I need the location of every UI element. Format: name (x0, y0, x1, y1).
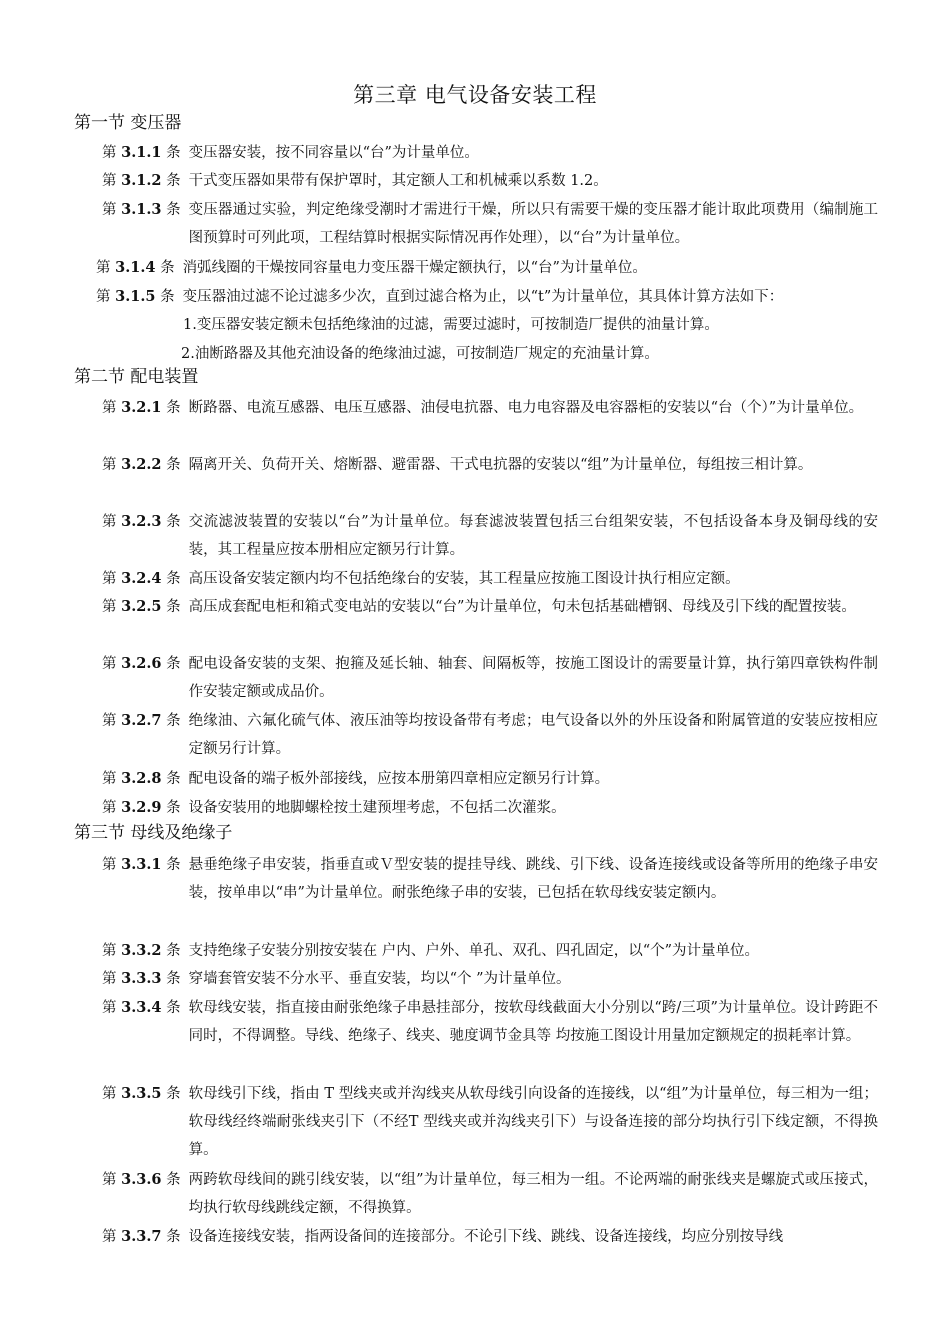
article (102, 593, 878, 621)
article (102, 650, 878, 706)
article-text: 消弧线圈的干燥按同容量电力变压器干燥定额执行，以“台”为计量单位。 (182, 260, 647, 276)
article (102, 167, 878, 195)
article-label: 第 3.2.8 条 (102, 770, 181, 787)
article (102, 1166, 878, 1222)
section-heading: 第一节 变压器 (74, 113, 182, 133)
article-label: 第 3.3.4 条 (102, 999, 181, 1016)
sub-item: 1.变压器安装定额未包括绝缘油的过滤，需要过滤时，可按制造厂提供的油量计算。 (183, 317, 719, 333)
article-label: 第 3.3.7 条 (102, 1228, 181, 1245)
article-label: 第 3.1.4 条 (96, 259, 175, 276)
sub-item: 2.油断路器及其他充油设备的绝缘油过滤，可按制造厂规定的充油量计算。 (181, 346, 659, 362)
article-text: 配电设备的端子板外部接线，应按本册第四章相应定额另行计算。 (188, 771, 610, 787)
article-text: 支持绝缘子安装分别按安装在 户内、户外、单孔、双孔、四孔固定，以“个”为计量单位。 (188, 943, 760, 959)
article-label: 第 3.3.1 条 (102, 856, 181, 873)
article-label: 第 3.3.3 条 (102, 970, 181, 987)
article-label: 第 3.1.5 条 (96, 288, 175, 305)
article (102, 196, 878, 252)
article-text: 变压器通过实验，判定绝缘受潮时才需进行干燥，所以只有需要干燥的变压器才能计取此项费用（编制施工图预算时可列此项，工程结算时根据实际情况再作处理），以“台”为计量单位。 (188, 202, 878, 246)
article (102, 1223, 878, 1251)
article-text: 两跨软母线间的跳引线安装，以“组”为计量单位，每三相为一组。不论两端的耐张线夹是螺旋式或压接式，均执行软母线跳线定额，不得换算。 (188, 1172, 878, 1216)
article-text: 变压器油过滤不论过滤多少次，直到过滤合格为止，以“t”为计量单位，其具体计算方法如下： (182, 289, 784, 305)
article (102, 451, 878, 479)
article-label: 第 3.3.5 条 (102, 1085, 181, 1102)
section-heading: 第三节 母线及绝缘子 (74, 823, 233, 843)
article (102, 139, 878, 167)
article-label: 第 3.2.9 条 (102, 799, 181, 816)
article-label: 第 3.1.3 条 (102, 201, 181, 218)
article-label: 第 3.3.6 条 (102, 1171, 181, 1188)
article-text: 穿墙套管安装不分水平、垂直安装，均以“个 ”为计量单位。 (188, 971, 571, 987)
article-text: 干式变压器如果带有保护罩时，其定额人工和机械乘以系数 1.2。 (188, 173, 608, 189)
article-label: 第 3.2.6 条 (102, 655, 181, 672)
article-label: 第 3.2.2 条 (102, 456, 181, 473)
article (102, 765, 878, 793)
article-text: 变压器安装，按不同容量以“台”为计量单位。 (188, 145, 479, 161)
article-text: 悬垂绝缘子串安装，指垂直或Ｖ型安装的提挂导线、跳线、引下线、设备连接线或设备等所用的绝缘子串安装，按单串以“串”为计量单位。耐张绝缘子串的安装，已包括在软母线安装定额内。 (188, 857, 878, 901)
article-text: 交流滤波装置的安装以“台”为计量单位。每套滤波装置包括三台组架安装，不包括设备本身及铜母线的安装，其工程量应按本册相应定额另行计算。 (188, 514, 878, 558)
article (96, 283, 872, 311)
article (102, 851, 878, 907)
article-text: 设备安装用的地脚螺栓按土建预埋考虑，不包括二次灌浆。 (188, 800, 566, 816)
article-text: 软母线引下线，指由 T 型线夹或并沟线夹从软母线引向设备的连接线，以“组”为计量单位，每三相为一组；软母线经终端耐张线夹引下（不经T 型线夹或并沟线夹引下）与设备连接的部分均执行引下线定额，不得换算。 (188, 1086, 878, 1158)
article (102, 707, 878, 763)
article-text: 高压设备安装定额内均不包括绝缘台的安装，其工程量应按施工图设计执行相应定额。 (188, 571, 740, 587)
article-label: 第 3.2.4 条 (102, 570, 181, 587)
article-label: 第 3.2.3 条 (102, 513, 181, 530)
article-text: 绝缘油、六氟化硫气体、液压油等均按设备带有考虑；电气设备以外的外压设备和附属管道的安装应按相应定额另行计算。 (188, 713, 878, 757)
article-text: 断路器、电流互感器、电压互感器、油侵电抗器、电力电容器及电容器柜的安装以“台（个）”为计量单位。 (188, 400, 864, 416)
article (96, 254, 872, 282)
article (102, 794, 878, 822)
article-text: 隔离开关、负荷开关、熔断器、避雷器、干式电抗器的安装以“组”为计量单位，每组按三相计算。 (188, 457, 813, 473)
article-label: 第 3.3.2 条 (102, 942, 181, 959)
article-label: 第 3.2.7 条 (102, 712, 181, 729)
article (102, 994, 878, 1050)
article-text: 软母线安装，指直接由耐张绝缘子串悬挂部分，按软母线截面大小分别以“跨/三项”为计量单位。设计跨距不 同时，不得调整。导线、绝缘子、线夹、驰度调节金具等 均按施工图设计用量加定额规定的损耗率计算。 (188, 1000, 878, 1044)
section-heading: 第二节 配电装置 (74, 367, 199, 387)
article (102, 508, 878, 564)
chapter-title: 第三章 电气设备安装工程 (353, 83, 597, 107)
article-text: 配电设备安装的支架、抱箍及延长轴、轴套、间隔板等，按施工图设计的需要量计算，执行第四章铁构件制作安装定额或成品价。 (188, 656, 878, 700)
article (102, 565, 878, 593)
article-text: 高压成套配电柜和箱式变电站的安装以“台”为计量单位，句未包括基础槽钢、母线及引下线的配置按装。 (188, 599, 856, 615)
article (102, 937, 878, 965)
article-text: 设备连接线安装，指两设备间的连接部分。不论引下线、跳线、设备连接线，均应分别按导线 (188, 1229, 784, 1245)
article (102, 965, 878, 993)
article-label: 第 3.1.2 条 (102, 172, 181, 189)
article (102, 1080, 878, 1164)
article-label: 第 3.2.5 条 (102, 598, 181, 615)
article-label: 第 3.2.1 条 (102, 399, 181, 416)
article-label: 第 3.1.1 条 (102, 144, 181, 161)
article (102, 394, 878, 422)
